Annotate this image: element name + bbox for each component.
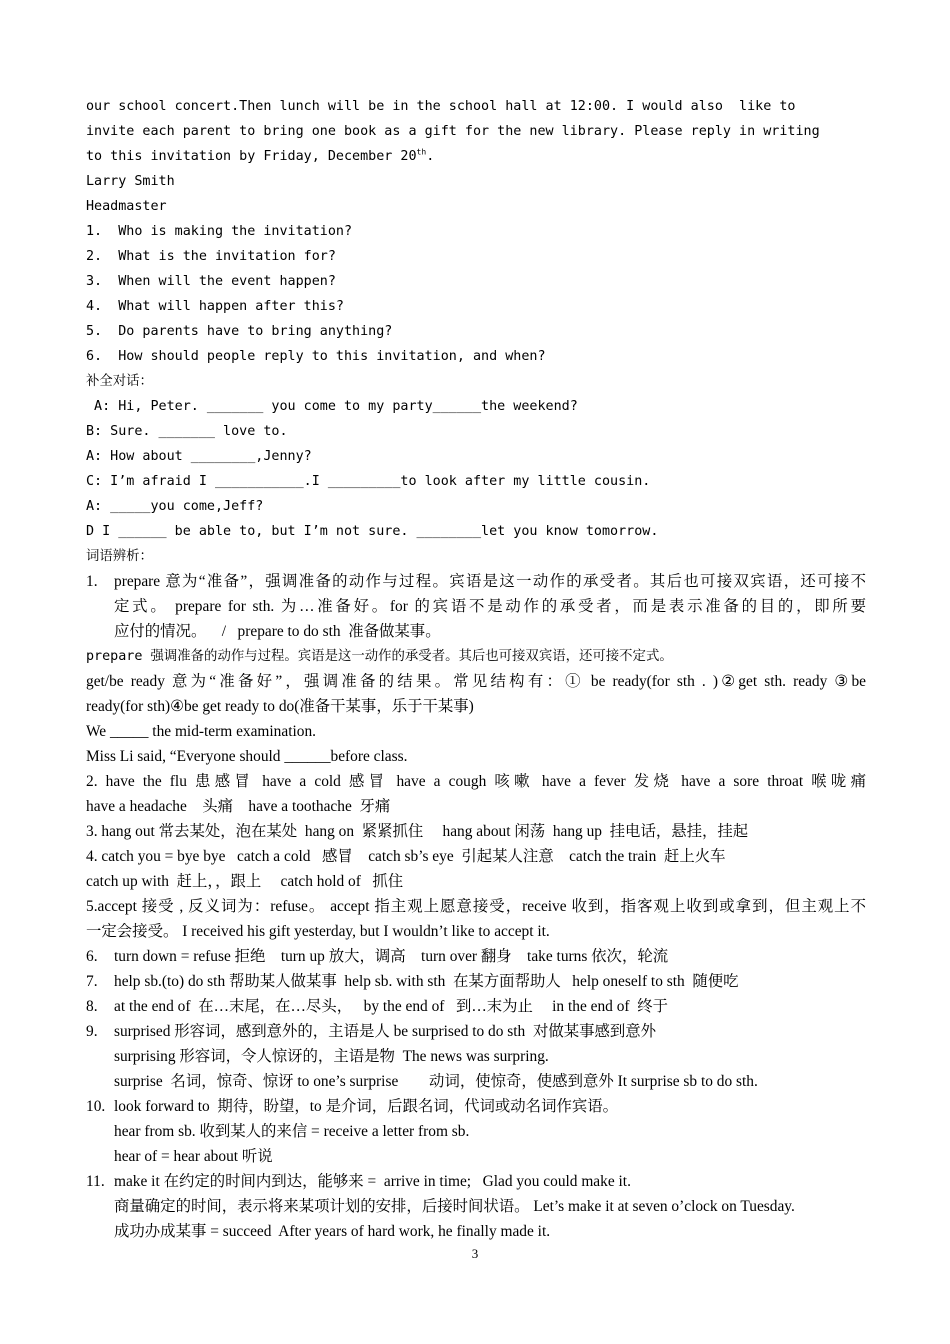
letter-line: invite each parent to bring one book as a gift for the new library. Please reply in writing <box>86 124 820 139</box>
item-number: 6. <box>86 948 98 965</box>
vocab-text: 成功办成某事 = succeed After years of hard work, he finally made it. <box>114 1223 551 1240</box>
vocab-text: make it 在约定的时间内到达，能够来 = arrive in time; Glad you could make it. <box>114 1173 631 1190</box>
letter-title: Headmaster <box>86 199 167 214</box>
dialogue-line: D I ______ be able to, but I’m not sure. ________let you know tomorrow. <box>86 524 659 539</box>
vocab-item <box>86 1094 866 1169</box>
document-page <box>86 94 866 1244</box>
letter-line: our school concert.Then lunch will be in the school hall at 12:00. I would also like to <box>86 99 796 114</box>
vocab-text: prepare 强调准备的动作与过程。宾语是这一动作的承受者。其后也可接双宾语，还可接不定式。 <box>86 649 673 664</box>
item-number: 11. <box>86 1173 105 1190</box>
item-number: 9. <box>86 1023 98 1040</box>
dialogue-line: B: Sure. _______ love to. <box>86 424 288 439</box>
question: 4. What will happen after this? <box>86 299 344 314</box>
vocab-text: 商量确定的时间，表示将来某项计划的安排，后接时间状语。 Let’s make it at seven o’clock on Tuesday. <box>114 1198 795 1215</box>
item-number: 8. <box>86 998 98 1015</box>
numbered-vocab-list <box>86 944 866 1244</box>
vocab-item <box>86 1169 866 1244</box>
vocab-text: 4. catch you = bye bye catch a cold 感冒 catch sb’s eye 引起某人注意 catch the train 赶上火车 <box>86 848 726 865</box>
vocab-text: 定式。 prepare for sth. 为…准备好。for 的宾语不是动作的承受者，而是表示准备的目的，即所要 <box>114 598 866 615</box>
vocab-text: at the end of 在…末尾，在…尽头， by the end of 到…末为止 in the end of 终于 <box>114 998 668 1015</box>
letter-signature: Larry Smith <box>86 174 175 189</box>
vocab-text: hear from sb. 收到某人的来信 = receive a letter from sb. <box>114 1123 470 1140</box>
question: 6. How should people reply to this invitation, and when? <box>86 349 546 364</box>
vocab-text: 3. hang out 常去某处，泡在某处 hang on 紧紧抓住 hang about 闲荡 hang up 挂电话，悬挂，挂起 <box>86 823 749 840</box>
vocab-text: prepare 意为“准备”，强调准备的动作与过程。宾语是这一动作的承受者。其后也可接双宾语，还可接不 <box>114 573 866 590</box>
item-number: 7. <box>86 973 98 990</box>
vocab-text: look forward to 期待，盼望，to 是介词，后跟名词，代词或动名词作宾语。 <box>114 1098 619 1115</box>
exercise-line: Miss Li said, “Everyone should ______before class. <box>86 748 408 765</box>
vocab-item <box>86 944 866 969</box>
question: 1. Who is making the invitation? <box>86 224 353 239</box>
vocab-text: surprising 形容词，令人惊讶的，主语是物 The news was surpring. <box>114 1048 549 1065</box>
superscript: th <box>416 147 427 157</box>
vocab-text: surprised 形容词，感到意外的，主语是人 be surprised to do sth 对做某事感到意外 <box>114 1023 657 1040</box>
dialogue-line: A: How about ________,Jenny? <box>86 449 312 464</box>
vocab-text: ready(for sth)④be get ready to do(准备干某事，乐于干某事) <box>86 698 474 715</box>
item-number: 1. <box>86 573 98 590</box>
vocab-text: surprise 名词，惊奇、惊讶 to one’s surprise 动词，使惊奇，使感到意外 It surprise sb to do sth. <box>114 1073 758 1090</box>
vocab-item <box>86 569 866 644</box>
vocab-text: hear of = hear about 听说 <box>114 1148 273 1165</box>
vocab-text: 2. have the flu 患感冒 have a cold 感冒 have a cough 咳嗽 have a fever 发烧 have a sore throat 喉咙痛 <box>86 773 866 790</box>
vocab-item <box>86 994 866 1019</box>
vocab-text: turn down = refuse 拒绝 turn up 放大，调高 turn over 翻身 take turns 依次，轮流 <box>114 948 669 965</box>
vocab-text: 一定会接受。 I received his gift yesterday, but I wouldn’t like to accept it. <box>86 923 550 940</box>
section-heading: 词语辨析： <box>86 549 153 564</box>
page-number: 3 <box>471 1246 479 1261</box>
dialogue-line: A: _____you come,Jeff? <box>86 499 264 514</box>
vocab-text: help sb.(to) do sth 帮助某人做某事 help sb. with sth 在某方面帮助人 help oneself to sth 随便吃 <box>114 973 739 990</box>
vocab-text: get/be ready 意为“准备好”，强调准备的结果。常见结构有：① be ready(for sth . )②get sth. ready ③be <box>86 673 866 690</box>
exercise-line: We _____ the mid-term examination. <box>86 723 316 740</box>
dialogue-line: C: I’m afraid I ___________.I _________to look after my little cousin. <box>86 474 651 489</box>
vocab-item <box>86 1019 866 1094</box>
vocab-text: have a headache 头痛 have a toothache 牙痛 <box>86 798 391 815</box>
question: 5. Do parents have to bring anything? <box>86 324 393 339</box>
letter-line: to this invitation by Friday, December 20th. <box>86 147 435 164</box>
vocab-text: 5.accept 接受 , 反义词为：refuse。 accept 指主观上愿意接受，receive 收到，指客观上收到或拿到，但主观上不 <box>86 898 866 915</box>
vocab-text: 应付的情况。 / prepare to do sth 准备做某事。 <box>114 623 441 640</box>
question: 2. What is the invitation for? <box>86 249 336 264</box>
vocab-text: catch up with 赶上，，跟上 catch hold of 抓住 <box>86 873 404 890</box>
section-heading: 补全对话： <box>86 374 153 389</box>
question: 3. When will the event happen? <box>86 274 336 289</box>
item-number: 10. <box>86 1098 106 1115</box>
dialogue-line: A: Hi, Peter. _______ you come to my party______the weekend? <box>86 399 578 414</box>
vocab-item <box>86 969 866 994</box>
